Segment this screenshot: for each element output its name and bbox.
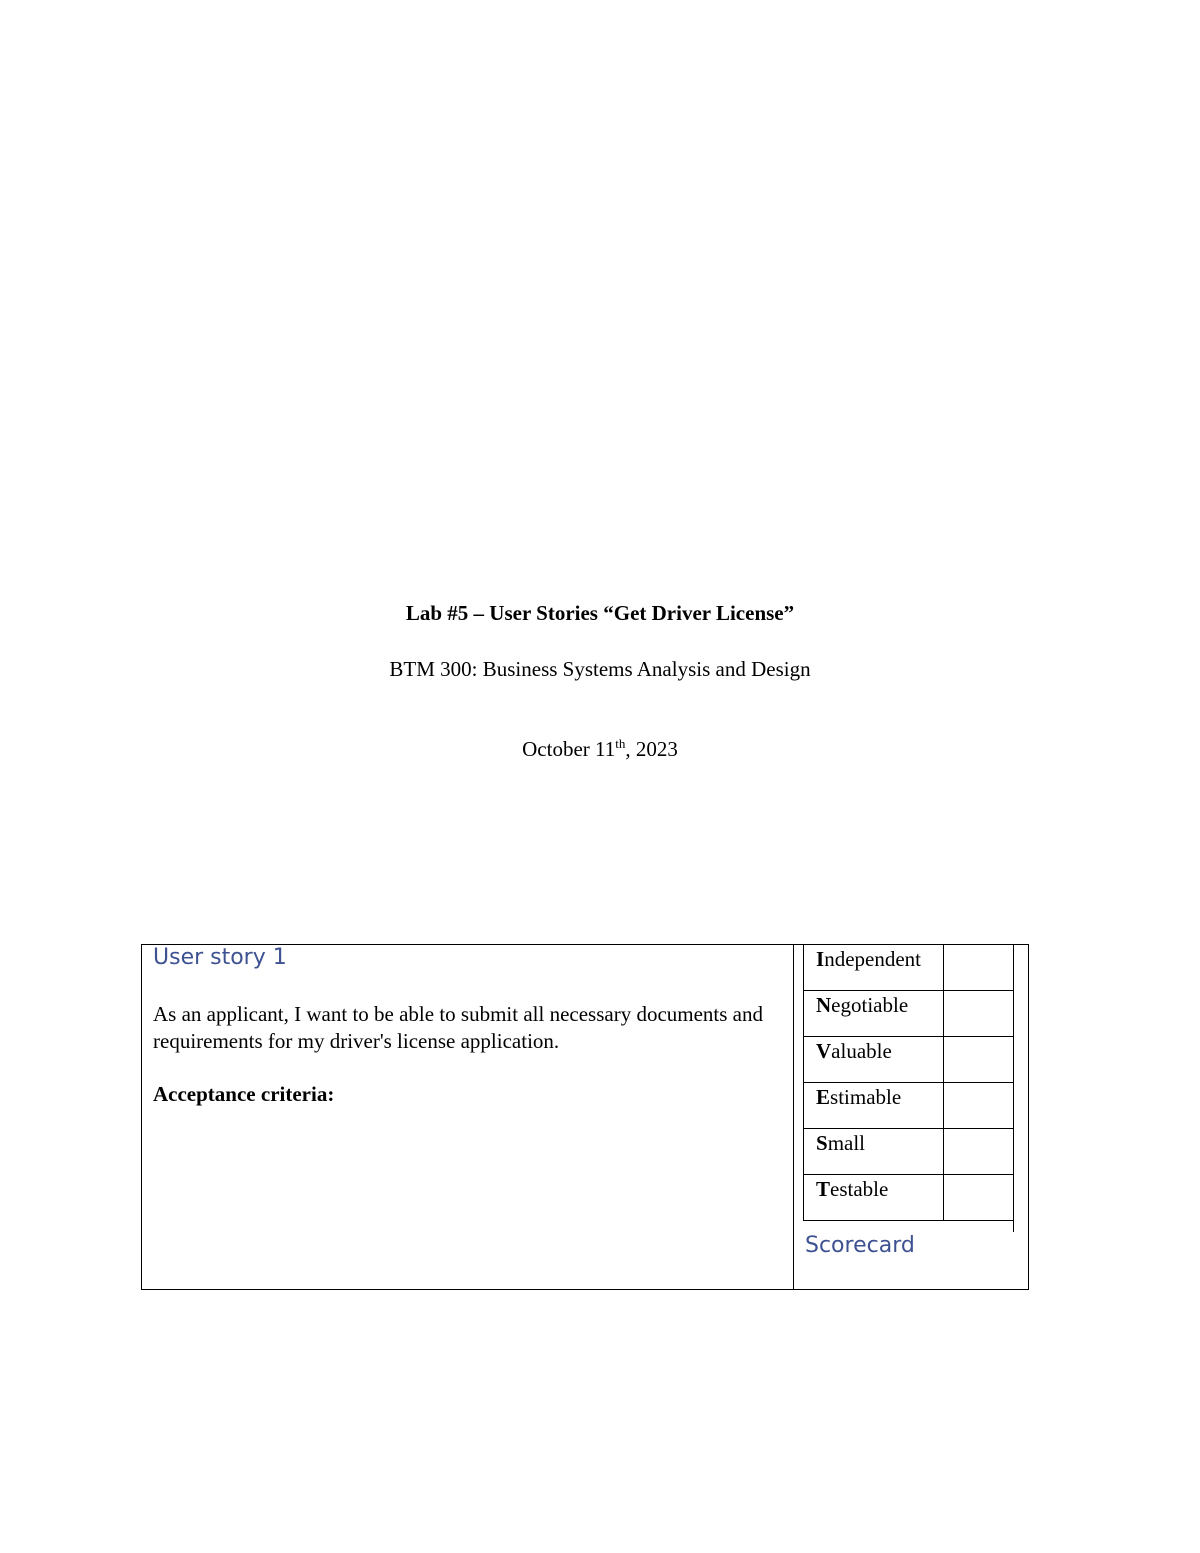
invest-score-cell[interactable] [944, 1129, 1014, 1175]
document-date [0, 737, 1200, 762]
invest-score-cell[interactable] [944, 1037, 1014, 1083]
invest-row-small [804, 1129, 1014, 1175]
invest-score-cell[interactable] [944, 1175, 1014, 1221]
invest-score-cell[interactable] [944, 945, 1014, 991]
acceptance-criteria-label: Acceptance criteria: [153, 1082, 335, 1106]
invest-row-testable [804, 1175, 1014, 1221]
course-name: BTM 300: Business Systems Analysis and Design [389, 657, 811, 681]
invest-score-cell[interactable] [944, 991, 1014, 1037]
invest-criterion: Independent [804, 945, 944, 991]
table-divider [793, 944, 794, 1290]
scorecard-label: Scorecard [805, 1233, 915, 1258]
date-ordinal: th [615, 736, 626, 751]
invest-row-negotiable [804, 991, 1014, 1037]
user-story-heading: User story 1 [153, 945, 287, 970]
invest-criterion: Small [804, 1129, 944, 1175]
invest-row-estimable [804, 1083, 1014, 1129]
invest-score-cell[interactable] [944, 1083, 1014, 1129]
invest-criterion: Valuable [804, 1037, 944, 1083]
date-prefix: October 11 [522, 737, 616, 761]
date-suffix: , 2023 [625, 737, 678, 761]
invest-criterion: Estimable [804, 1083, 944, 1129]
invest-row-independent [804, 945, 1014, 991]
invest-scorecard-table [803, 944, 1014, 1221]
document-title: Lab #5 – User Stories “Get Driver License” [405, 601, 795, 625]
user-story-text: As an applicant, I want to be able to submit all necessary documents and requirements for my driver's license application. [153, 1002, 763, 1053]
invest-row-valuable [804, 1037, 1014, 1083]
invest-criterion: Testable [804, 1175, 944, 1221]
invest-criterion: Negotiable [804, 991, 944, 1037]
